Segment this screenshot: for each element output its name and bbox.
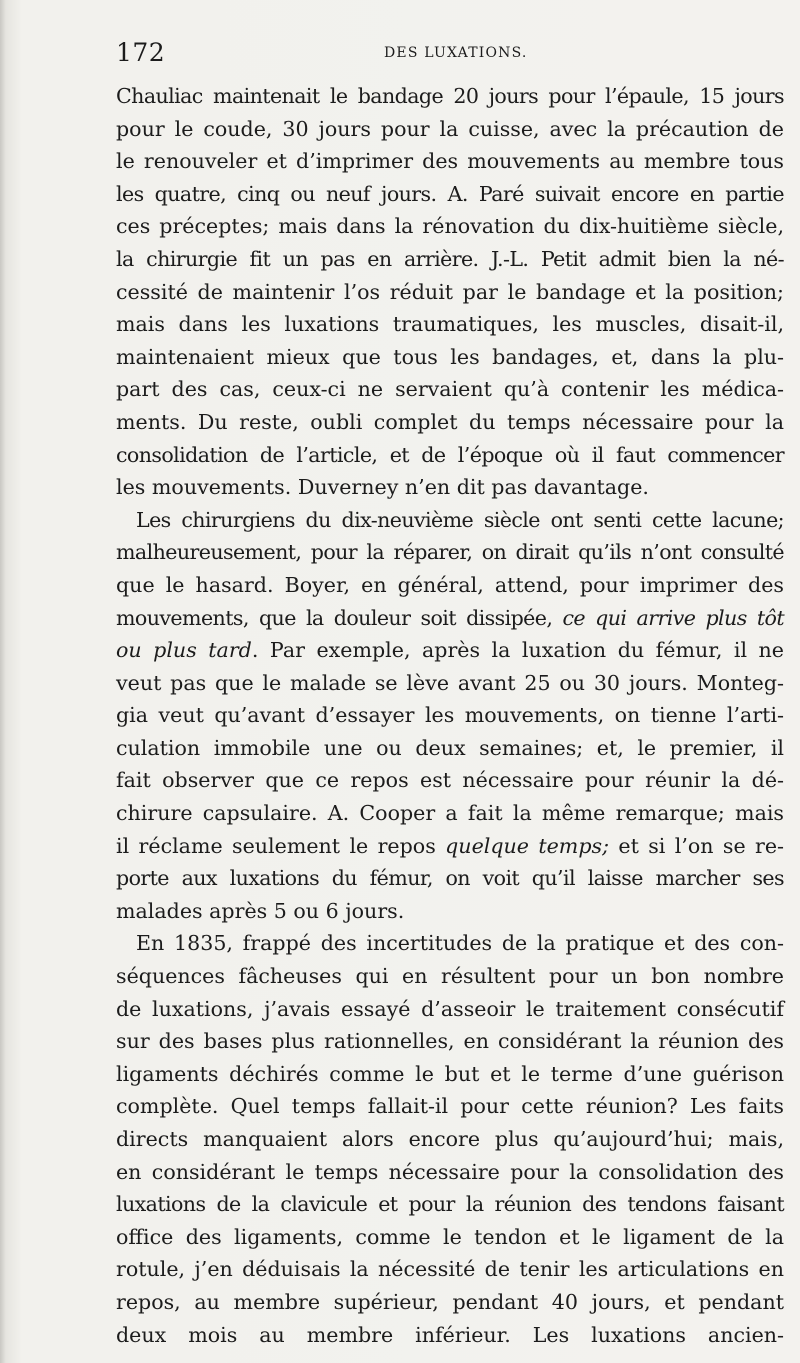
text-line: mouvements, que la douleur soit dissipée, ce qui arrive plus tôt bbox=[116, 605, 784, 630]
text-line: séquences fâcheuses qui en résultent pour un bon nombre bbox=[116, 964, 784, 989]
text-line: fait observer que ce repos est nécessaire pour réunir la dé- bbox=[116, 768, 784, 793]
text-line: veut pas que le malade se lève avant 25 ou 30 jours. Monteg- bbox=[116, 670, 784, 695]
text-line: malheureusement, pour la réparer, on dirait qu’ils n’ont consulté bbox=[116, 540, 784, 565]
page-number: 172 bbox=[116, 38, 166, 67]
text-line: ments. Du reste, oubli complet du temps nécessaire pour la bbox=[116, 409, 784, 434]
text-line: part des cas, ceux-ci ne servaient qu’à contenir les médica- bbox=[116, 377, 784, 402]
text-line: rotule, j’en déduisais la nécessité de tenir les articulations en bbox=[116, 1257, 784, 1282]
paragraph-end-line: les mouvements. Duverney n’en dit pas davantage. bbox=[116, 475, 649, 500]
text-line: consolidation de l’article, et de l’époque où il faut commencer bbox=[116, 442, 784, 467]
text-line: porte aux luxations du fémur, on voit qu’il laisse marcher ses bbox=[116, 866, 784, 891]
paragraph-start-line: Les chirurgiens du dix-neuvième siècle ont senti cette lacune; bbox=[136, 507, 784, 532]
italic-phrase: ou plus tard bbox=[116, 638, 252, 663]
italic-phrase: ce qui arrive plus tôt bbox=[562, 605, 784, 630]
text-line: ligaments déchirés comme le but et le terme d’une guérison bbox=[116, 1061, 784, 1086]
text-line: luxations de la clavicule et pour la réunion des tendons faisant bbox=[116, 1192, 784, 1217]
text-line: Chauliac maintenait le bandage 20 jours pour l’épaule, 15 jours bbox=[116, 84, 784, 108]
text-line: que le hasard. Boyer, en général, attend, pour imprimer des bbox=[116, 572, 784, 597]
paragraph-end-line: malades après 5 ou 6 jours. bbox=[116, 898, 405, 923]
text-line: le renouveler et d’imprimer des mouvements au membre tous bbox=[116, 149, 784, 174]
text-line: deux mois au membre inférieur. Les luxations ancien- bbox=[116, 1322, 784, 1347]
text-line: de luxations, j’avais essayé d’asseoir le traitement consécutif bbox=[116, 996, 784, 1021]
text-line: ou plus tard. Par exemple, après la luxation du fémur, il ne bbox=[116, 638, 784, 663]
text-line: complète. Quel temps fallait-il pour cette réunion? Les faits bbox=[116, 1094, 784, 1119]
text-line: la chirurgie fit un pas en arrière. J.-L. Petit admit bien la né- bbox=[116, 246, 784, 271]
text-line: culation immobile une ou deux semaines; et, le premier, il bbox=[116, 735, 784, 760]
text-line: mais dans les luxations traumatiques, les muscles, disait-il, bbox=[116, 312, 784, 337]
running-head: DES LUXATIONS. bbox=[384, 45, 528, 61]
text-line: les quatre, cinq ou neuf jours. A. Paré suivait encore en partie bbox=[116, 181, 784, 206]
text-line: sur des bases plus rationnelles, en considérant la réunion des bbox=[116, 1029, 784, 1054]
text-line: ces préceptes; mais dans la rénovation du dix-huitième siècle, bbox=[116, 214, 784, 239]
text-line: office des ligaments, comme le tendon et le ligament de la bbox=[116, 1224, 784, 1249]
text-line: chirure capsulaire. A. Cooper a fait la même remarque; mais bbox=[116, 801, 784, 826]
text-line: maintenaient mieux que tous les bandages, et, dans la plu- bbox=[116, 344, 784, 369]
text-line: repos, au membre supérieur, pendant 40 jours, et pendant bbox=[116, 1289, 784, 1314]
text-line: en considérant le temps nécessaire pour la consolidation des bbox=[116, 1159, 784, 1184]
text-line: directs manquaient alors encore plus qu’aujourd’hui; mais, bbox=[116, 1127, 784, 1151]
text-line: gia veut qu’avant d’essayer les mouvements, on tienne l’arti- bbox=[116, 703, 784, 728]
text-line: il réclame seulement le repos quelque temps; et si l’on se re- bbox=[116, 833, 784, 858]
italic-phrase: quelque temps; bbox=[445, 833, 610, 858]
body-text bbox=[116, 80, 784, 1351]
text-line: pour le coude, 30 jours pour la cuisse, avec la précaution de bbox=[116, 116, 784, 141]
text-line: cessité de maintenir l’os réduit par le bandage et la position; bbox=[116, 279, 784, 304]
page-header bbox=[116, 38, 776, 68]
paragraph-start-line: En 1835, frappé des incertitudes de la pratique et des con- bbox=[136, 931, 784, 956]
